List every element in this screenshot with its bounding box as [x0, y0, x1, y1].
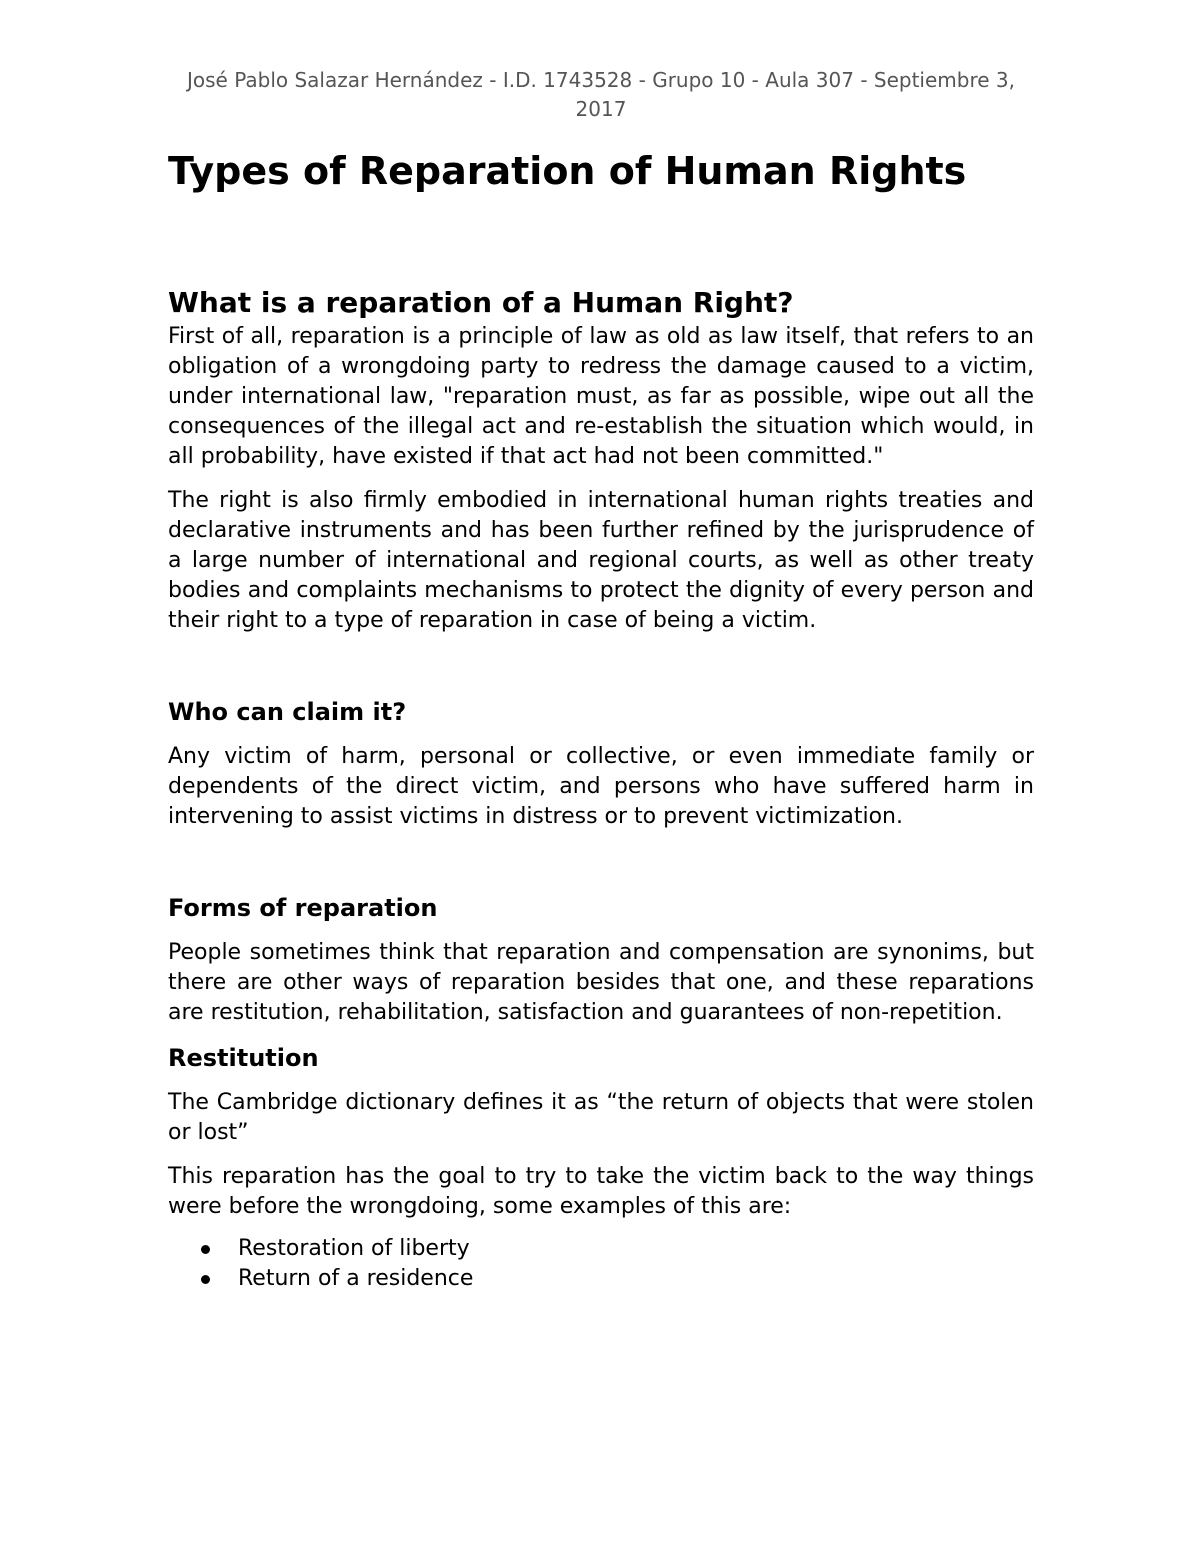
paragraph-who-can-claim: Any victim of harm, personal or collective, or even immediate family or dependents of the direct victim, and persons who have suffered harm in intervening to assist victims in distress or to prevent victimization. — [168, 744, 1034, 829]
page-header: José Pablo Salazar Hernández - I.D. 1743528 - Grupo 10 - Aula 307 - Septiembre 3, 2017 — [186, 68, 1015, 121]
section-heading-what-is: What is a reparation of a Human Right? — [168, 286, 794, 319]
paragraph-embodied: The right is also firmly embodied in international human rights treaties and declarative instruments and has been further refined by the jurisprudence of a large number of international and regional courts, as well as other treaty bodies and complaints mechanisms to protect the dignity of every person and their right to a type of reparation in case of being a victim. — [168, 488, 1034, 633]
bullet-icon — [201, 1245, 210, 1254]
list-item — [168, 1264, 1034, 1294]
document-page — [168, 66, 1034, 1294]
restitution-examples-list — [168, 1234, 1034, 1294]
bullet-icon — [201, 1275, 210, 1284]
document-title: Types of Reparation of Human Rights — [168, 149, 967, 193]
section-heading-restitution: Restitution — [168, 1044, 319, 1072]
list-item-text: Restoration of liberty — [238, 1236, 470, 1261]
paragraph-definition: First of all, reparation is a principle of law as old as law itself, that refers to an obligation of a wrongdoing party to redress the damage caused to a victim, under international law, "reparation must, as far as possible, wipe out all the consequences of the illegal act and re-establish the situation which would, in all probability, have existed if that act had not been committed." — [168, 324, 1034, 469]
section-heading-who-can-claim: Who can claim it? — [168, 698, 407, 726]
section-heading-forms: Forms of reparation — [168, 894, 438, 922]
paragraph-restitution-goal: This reparation has the goal to try to take the victim back to the way things were before the wrongdoing, some examples of this are: — [168, 1164, 1034, 1219]
paragraph-forms: People sometimes think that reparation and compensation are synonims, but there are other ways of reparation besides that one, and these reparations are restitution, rehabilitation, satisfaction and guarantees of non-repetition. — [168, 940, 1034, 1025]
paragraph-cambridge-definition: The Cambridge dictionary defines it as “the return of objects that were stolen or lost” — [168, 1090, 1034, 1145]
list-item — [168, 1234, 1034, 1264]
list-item-text: Return of a residence — [238, 1266, 474, 1291]
